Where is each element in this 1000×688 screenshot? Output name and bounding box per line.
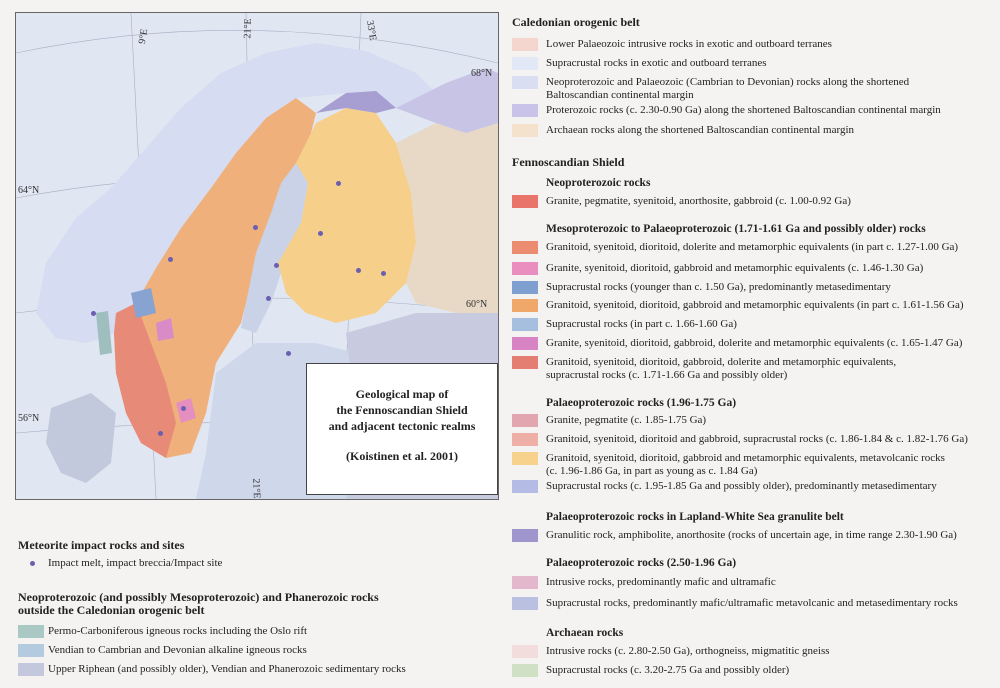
legend-item-label: Granitoid, syenitoid, dioritoid, gabbroid, dolerite and metamorphic equivalents, — [546, 356, 897, 368]
shield-group-title: Mesoproterozoic to Palaeoproterozoic (1.71-1.61 Ga and possibly older) rocks — [546, 223, 926, 235]
shield-group-title: Archaean rocks — [546, 627, 624, 639]
legend-item-label: Upper Riphean (and possibly older), Vendian and Phanerozoic sedimentary rocks — [48, 663, 406, 675]
legend-swatch — [512, 529, 538, 542]
legend-swatch — [512, 38, 538, 51]
legend-item-label: Supracrustal rocks in exotic and outboard terranes — [546, 57, 767, 69]
legend-item-label: Granitoid, syenitoid, dioritoid, gabbroid and metamorphic equivalents, metavolcanic rocks — [546, 452, 945, 464]
geological-map — [15, 12, 499, 500]
legend-item-label: Baltoscandian continental margin — [546, 89, 694, 101]
legend-item-label: Archaean rocks along the shortened Baltoscandian continental margin — [546, 124, 854, 136]
legend-item-label: Granitoid, syenitoid, dioritoid and gabbroid, supracrustal rocks (c. 1.86-1.84 & c. 1.82-1.76 Ga) — [546, 433, 968, 445]
coord-label: 21°E — [250, 478, 262, 499]
legend-item-label: Supracrustal rocks (c. 1.95-1.85 Ga and possibly older), predominantly metasedimentary — [546, 480, 937, 492]
map-title-line: the Fennoscandian Shield — [336, 403, 468, 417]
legend-swatch — [18, 663, 44, 676]
legend-item-label: Supracrustal rocks, predominantly mafic/ultramafic metavolcanic and metasedimentary rocks — [546, 597, 958, 609]
outside-heading-line2: outside the Caledonian orogenic belt — [18, 603, 205, 617]
meteorite-heading: Meteorite impact rocks and sites — [18, 538, 185, 552]
map-title-box — [306, 363, 498, 495]
shield-group-title: Palaeoproterozoic rocks (2.50-1.96 Ga) — [546, 557, 737, 569]
legend-swatch — [512, 356, 538, 369]
legend-item-label: Granitoid, syenitoid, dioritoid, dolerite and metamorphic equivalents (in part c. 1.27-1.00 Ga) — [546, 241, 959, 253]
legend-swatch — [512, 337, 538, 350]
legend-swatch — [512, 57, 538, 70]
impact-site-icon — [30, 561, 35, 566]
legend-item-label: supracrustal rocks (c. 1.71-1.66 Ga and possibly older) — [546, 369, 788, 381]
shield-group-title: Neoproterozoic rocks — [546, 177, 651, 189]
legend-item-label: Granite, pegmatite (c. 1.85-1.75 Ga) — [546, 414, 707, 426]
caledonian-heading: Caledonian orogenic belt — [512, 15, 640, 29]
legend-item-label: Granite, pegmatite, syenitoid, anorthosite, gabbroid (c. 1.00-0.92 Ga) — [546, 195, 851, 207]
coord-label: 21°E — [242, 18, 254, 39]
impact-site-dot — [356, 268, 361, 273]
legend-swatch — [512, 480, 538, 493]
legend-swatch — [512, 262, 538, 275]
legend-swatch — [512, 241, 538, 254]
impact-site-dot — [253, 225, 258, 230]
legend-swatch — [512, 452, 538, 465]
impact-site-dot — [318, 231, 323, 236]
legend-swatch — [512, 281, 538, 294]
legend-swatch — [512, 645, 538, 658]
map-citation: (Koistinen et al. 2001) — [346, 449, 458, 463]
impact-site-dot — [181, 406, 186, 411]
legend-item-label: Neoproterozoic and Palaeozoic (Cambrian to Devonian) rocks along the shortened — [546, 76, 910, 88]
impact-site-dot — [168, 257, 173, 262]
coord-label: 64°N — [18, 185, 40, 196]
legend-item-label: Intrusive rocks (c. 2.80-2.50 Ga), orthogneiss, migmatitic gneiss — [546, 645, 830, 657]
legend-swatch — [512, 597, 538, 610]
impact-site-dot — [336, 181, 341, 186]
meteorite-item: Impact melt, impact breccia/Impact site — [48, 557, 223, 569]
legend-item-label: Supracrustal rocks (in part c. 1.66-1.60 Ga) — [546, 318, 737, 330]
map-title-line: Geological map of — [355, 387, 449, 401]
map-title-line: and adjacent tectonic realms — [328, 419, 476, 433]
legend-swatch — [512, 104, 538, 117]
legend-item-label: Intrusive rocks, predominantly mafic and ultramafic — [546, 576, 776, 588]
legend-item-label: Supracrustal rocks (younger than c. 1.50 Ga), predominantly metasedimentary — [546, 281, 891, 293]
legend-item-label: Permo-Carboniferous igneous rocks including the Oslo rift — [48, 625, 308, 637]
legend-swatch — [18, 644, 44, 657]
legend-item-label: Proterozoic rocks (c. 2.30-0.90 Ga) along the shortened Baltoscandian continental margin — [546, 104, 941, 116]
legend-swatch — [512, 664, 538, 677]
coord-label: 56°N — [18, 413, 40, 424]
legend-item-label: (c. 1.96-1.86 Ga, in part as young as c. 1.84 Ga) — [546, 465, 758, 477]
impact-site-dot — [381, 271, 386, 276]
impact-site-dot — [274, 263, 279, 268]
impact-site-dot — [266, 296, 271, 301]
legend-swatch — [512, 318, 538, 331]
legend-swatch — [512, 433, 538, 446]
legend-swatch — [512, 414, 538, 427]
outside-heading-line1: Neoproterozoic (and possibly Mesoproterozoic) and Phanerozoic rocks — [18, 590, 379, 604]
legend-item-label: Granite, syenitoid, dioritoid, gabbroid and metamorphic equivalents (c. 1.46-1.30 Ga) — [546, 262, 924, 274]
legend-item-label: Supracrustal rocks (c. 3.20-2.75 Ga and possibly older) — [546, 664, 790, 676]
legend-swatch — [18, 625, 44, 638]
legend-swatch — [512, 76, 538, 89]
legend-item-label: Vendian to Cambrian and Devonian alkaline igneous rocks — [48, 644, 307, 656]
legend-swatch — [512, 576, 538, 589]
legend-item-label: Granitoid, syenitoid, dioritoid, gabbroid and metamorphic equivalents (in part c. 1.61-1.56 Ga) — [546, 299, 964, 311]
legend-item-label: Granulitic rock, amphibolite, anorthosite (rocks of uncertain age, in time range 2.30-1.90 Ga) — [546, 529, 957, 541]
coord-label: 68°N — [471, 68, 493, 79]
legend-item-label: Lower Palaeozoic intrusive rocks in exotic and outboard terranes — [546, 38, 832, 50]
shield-group-title: Palaeoproterozoic rocks in Lapland-White Sea granulite belt — [546, 511, 844, 523]
legend-swatch — [512, 124, 538, 137]
impact-site-dot — [158, 431, 163, 436]
coord-label: 33°E — [363, 19, 379, 42]
coord-label: 60°N — [466, 299, 488, 310]
shield-group-title: Palaeoproterozoic rocks (1.96-1.75 Ga) — [546, 397, 737, 409]
coord-label: 9°E — [136, 28, 151, 45]
legend-item-label: Granite, syenitoid, dioritoid, gabbroid, dolerite and metamorphic equivalents (c. 1.65-1.47 Ga) — [546, 337, 963, 349]
impact-site-dot — [286, 351, 291, 356]
impact-site-dot — [91, 311, 96, 316]
legend-swatch — [512, 299, 538, 312]
shield-heading: Fennoscandian Shield — [512, 155, 625, 169]
legend-swatch — [512, 195, 538, 208]
